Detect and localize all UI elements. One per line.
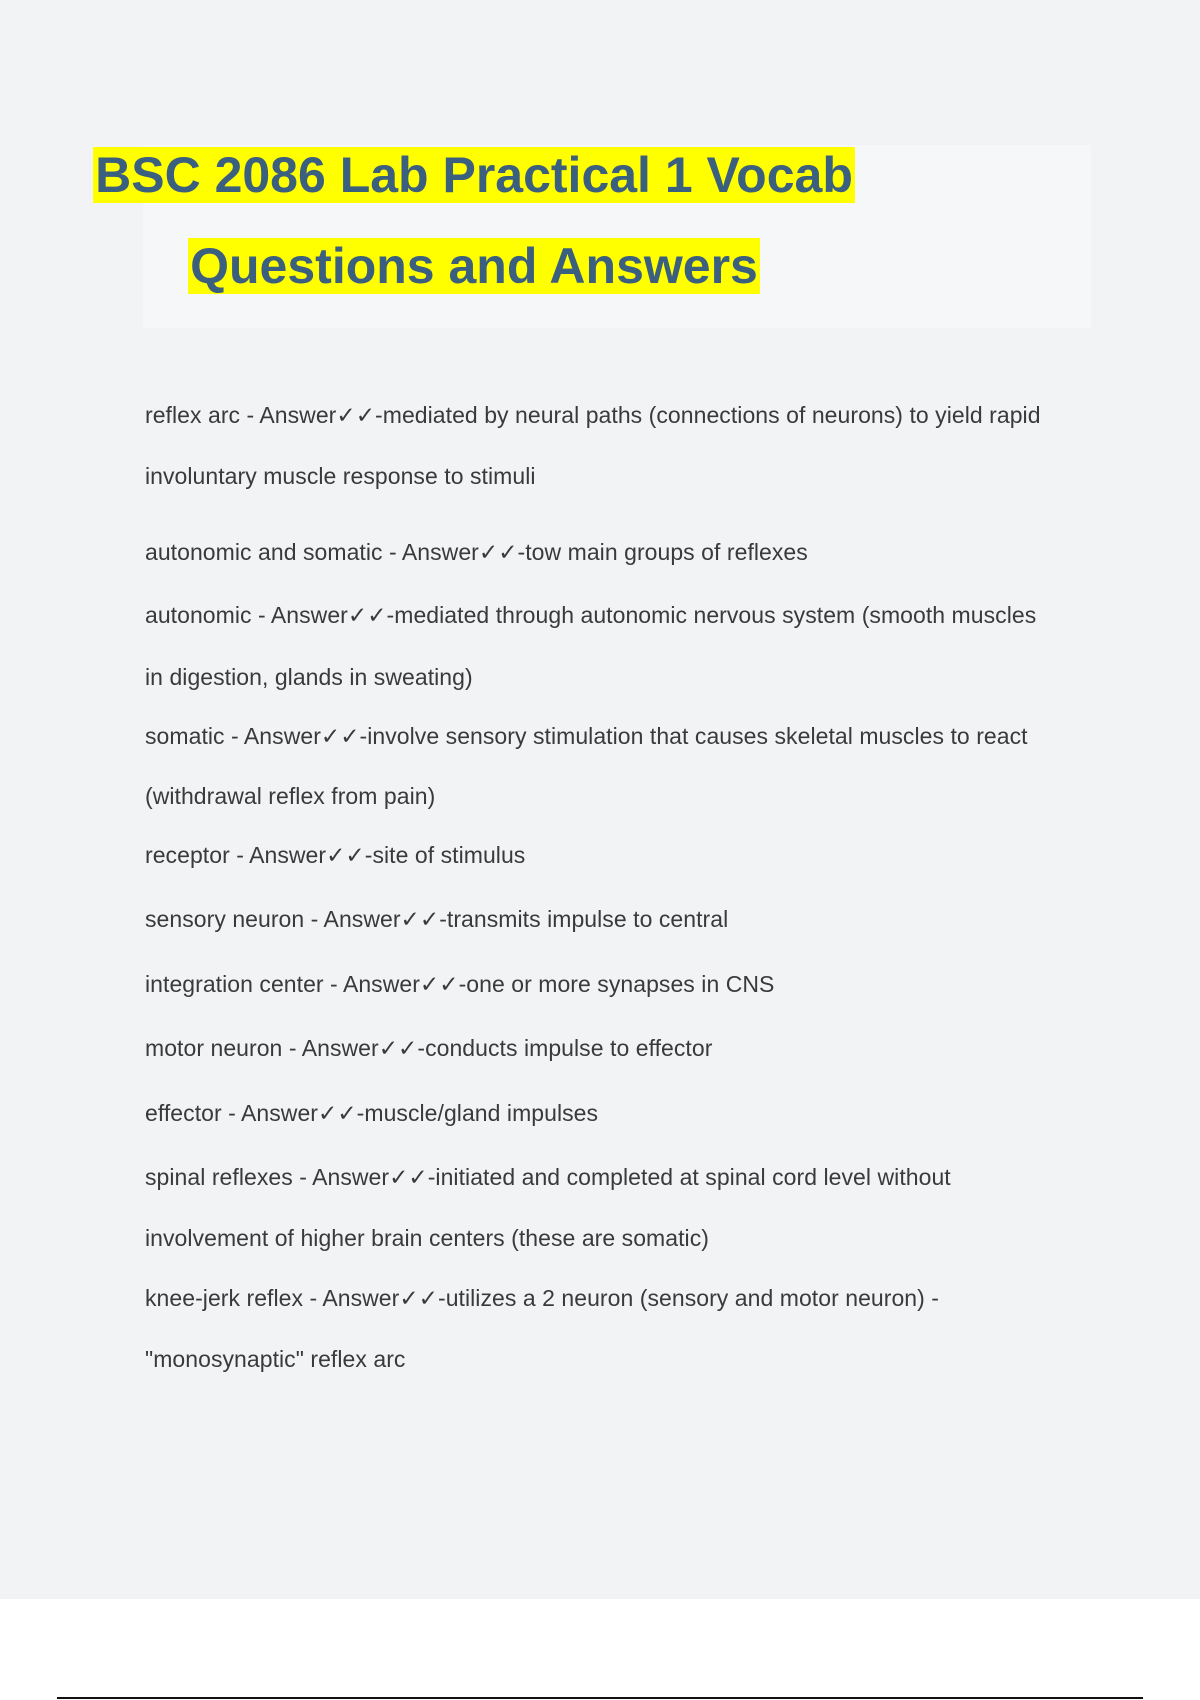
title-highlight-2: Questions and Answers [190, 238, 758, 294]
text-line: in digestion, glands in sweating) [145, 664, 473, 690]
text-line: integration center - Answer✓✓-one or more synapses in CNS [145, 971, 775, 997]
text-line: somatic - Answer✓✓-involve sensory stimulation that causes skeletal muscles to react [145, 723, 1028, 749]
text-line: sensory neuron - Answer✓✓-transmits impulse to central [145, 906, 729, 932]
text-line: autonomic and somatic - Answer✓✓-tow main groups of reflexes [145, 539, 808, 565]
text-line: reflex arc - Answer✓✓-mediated by neural paths (connections of neurons) to yield rapid [145, 402, 1041, 428]
text-line: spinal reflexes - Answer✓✓-initiated and completed at spinal cord level without [145, 1164, 951, 1190]
text-line: "monosynaptic" reflex arc [145, 1346, 406, 1372]
text-line: motor neuron - Answer✓✓-conducts impulse to effector [145, 1035, 713, 1061]
text-line: autonomic - Answer✓✓-mediated through autonomic nervous system (smooth muscles [145, 602, 1037, 628]
document-title-line-2 [0, 236, 948, 296]
title-highlight-1: BSC 2086 Lab Practical 1 Vocab [95, 147, 853, 203]
text-line: involvement of higher brain centers (these are somatic) [145, 1225, 709, 1251]
text-line: effector - Answer✓✓-muscle/gland impulses [145, 1100, 599, 1126]
footer-rule [57, 1697, 1143, 1699]
text-line: receptor - Answer✓✓-site of stimulus [145, 842, 526, 868]
text-line: (withdrawal reflex from pain) [145, 783, 436, 809]
text-line: knee-jerk reflex - Answer✓✓-utilizes a 2 neuron (sensory and motor neuron) - [145, 1285, 940, 1311]
text-line: involuntary muscle response to stimuli [145, 463, 536, 489]
document-title-line-1 [0, 145, 948, 205]
